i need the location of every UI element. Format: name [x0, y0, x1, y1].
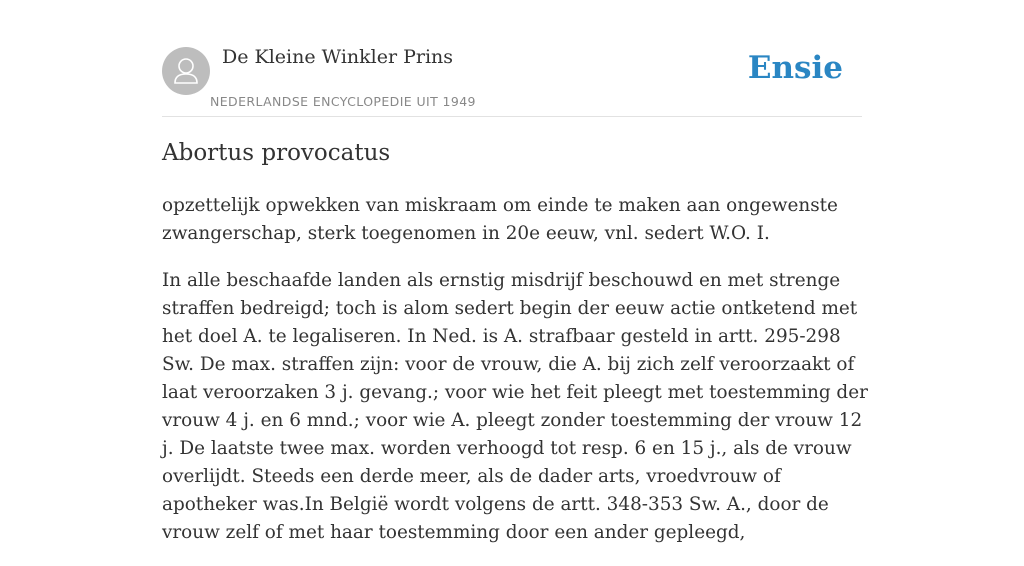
- article-title: Abortus provocatus: [162, 140, 391, 166]
- article-paragraph: opzettelijk opwekken van miskraam om einde te maken aan ongewenste zwangerschap, sterk toegenomen in 20e eeuw, vnl. sedert W.O. I.: [162, 195, 838, 244]
- brand-logo[interactable]: Ensie: [747, 50, 843, 86]
- article-content: [162, 192, 872, 566]
- source-subtitle: NEDERLANDSE ENCYCLOPEDIE UIT 1949: [210, 94, 476, 109]
- header: [162, 0, 862, 117]
- user-avatar-icon[interactable]: [162, 47, 210, 95]
- author-name[interactable]: De Kleine Winkler Prins: [222, 46, 454, 68]
- article-paragraph: In alle beschaafde landen als ernstig misdrijf beschouwd en met strenge straffen bedreigd; toch is alom sedert begin der eeuw actie ontketend met het doel A. te legaliseren. In Ned. is A. strafbaar gesteld in artt. 295-298 Sw. De max. straffen zijn: voor de vrouw, die A. bij zich zelf veroorzaakt of laat veroorzaken 3 j. gevang.; voor wie het feit pleegt met toestemming der vrouw 4 j. en 6 mnd.; voor wie A. pleegt zonder toestemming der vrouw 12 j. De laatste twee max. worden verhoogd tot resp. 6 en 15 j., als de vrouw overlijdt. Steeds een derde meer, als de dader arts, vroedvrouw of apotheker was.In België wordt volgens de artt. 348-353 Sw. A., door de vrouw zelf of met haar toestemming door een ander gepleegd,: [162, 270, 868, 543]
